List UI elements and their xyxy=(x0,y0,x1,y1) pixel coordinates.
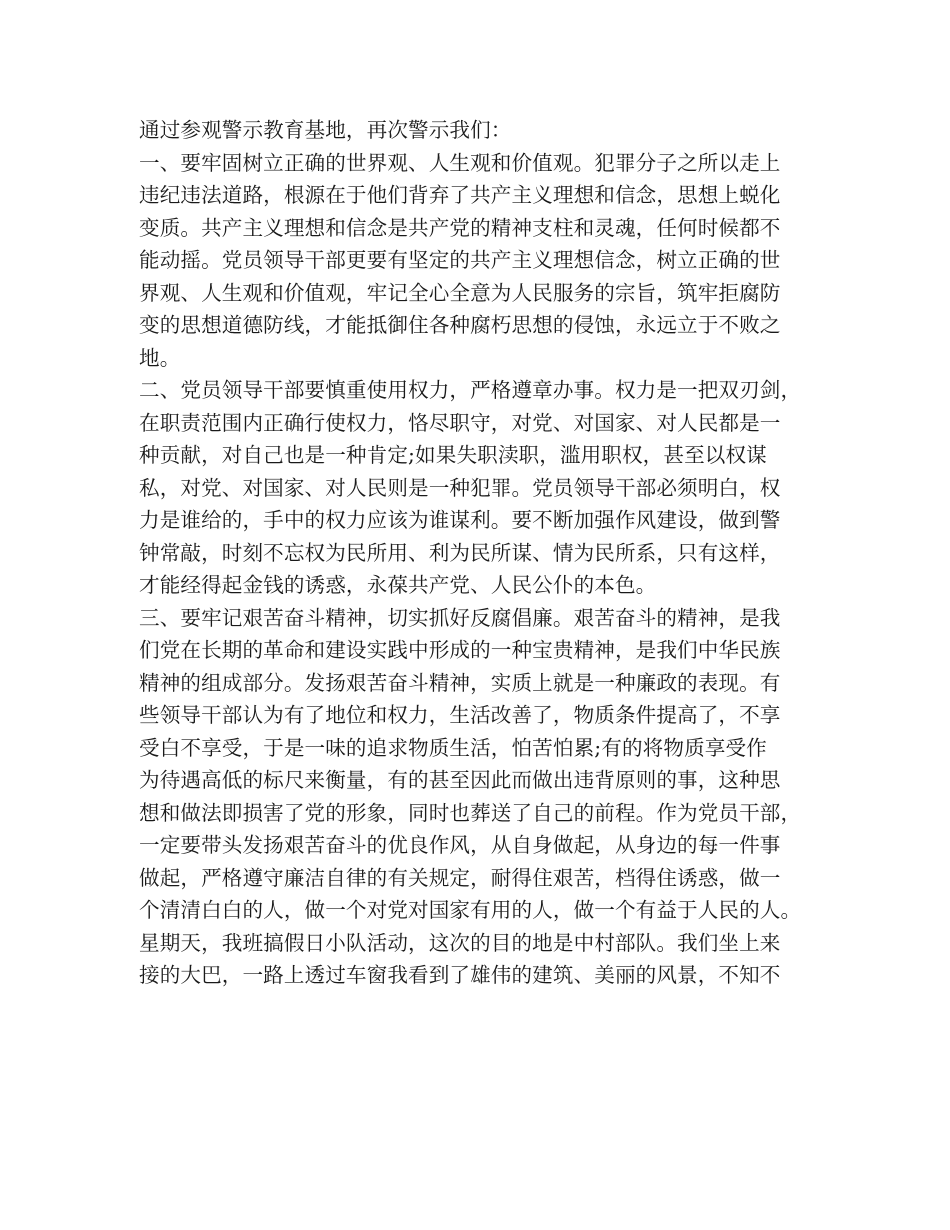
text-line: 精神的组成部分。发扬艰苦奋斗精神，实质上就是一种廉政的表现。有 xyxy=(139,670,781,695)
text-line: 们党在长期的革命和建设实践中形成的一种宝贵精神，是我们中华民族 xyxy=(139,638,781,662)
text-line: 个清清白白的人，做一个对党对国家有用的人，做一个有益于人民的人。 xyxy=(139,898,802,922)
text-line: 地。 xyxy=(139,345,181,370)
text-line: 能动摇。党员领导干部更要有坚定的共产主义理想信念，树立正确的世 xyxy=(139,248,781,272)
text-line: 变质。共产主义理想和信念是共产党的精神支柱和灵魂，任何时候都不 xyxy=(139,215,781,240)
text-line: 界观、人生观和价值观，牢记全心全意为人民服务的宗旨，筑牢拒腐防 xyxy=(139,280,781,305)
text-line: 想和做法即损害了党的形象，同时也葬送了自己的前程。作为党员干部， xyxy=(139,800,802,825)
text-line: 违纪违法道路，根源在于他们背弃了共产主义理想和信念，思想上蜕化 xyxy=(139,183,781,207)
text-line: 一、要牢固树立正确的世界观、人生观和价值观。犯罪分子之所以走上 xyxy=(139,150,781,175)
text-line: 为待遇高低的标尺来衡量，有的甚至因此而做出违背原则的事，这种思 xyxy=(139,768,781,792)
text-line: 私，对党、对国家、对人民则是一种犯罪。党员领导干部必须明白，权 xyxy=(139,475,781,500)
text-line: 在职责范围内正确行使权力，恪尽职守，对党、对国家、对人民都是一 xyxy=(139,410,781,435)
text-line: 三、要牢记艰苦奋斗精神，切实抓好反腐倡廉。艰苦奋斗的精神，是我 xyxy=(139,605,781,630)
text-line: 些领导干部认为有了地位和权力，生活改善了，物质条件提高了，不享 xyxy=(139,703,781,727)
text-line: 变的思想道德防线，才能抵御住各种腐朽思想的侵蚀，永远立于不败之 xyxy=(139,313,781,337)
text-line: 接的大巴，一路上透过车窗我看到了雄伟的建筑、美丽的风景，不知不 xyxy=(139,963,781,987)
text-line: 二、党员领导干部要慎重使用权力，严格遵章办事。权力是一把双刃剑， xyxy=(139,378,802,402)
text-line: 钟常敲，时刻不忘权为民所用、利为民所谋、情为民所系，只有这样， xyxy=(139,540,781,565)
body-text xyxy=(139,114,829,992)
text-line: 力是谁给的，手中的权力应该为谁谋利。要不断加强作风建设，做到警 xyxy=(139,508,781,532)
text-line: 通过参观警示教育基地，再次警示我们： xyxy=(139,118,512,142)
text-line: 星期天，我班搞假日小队活动，这次的目的地是中村部队。我们坐上来 xyxy=(139,930,781,955)
text-line: 种贡献，对自己也是一种肯定;如果失职渎职，滥用职权，甚至以权谋 xyxy=(139,443,767,467)
text-line: 一定要带头发扬艰苦奋斗的优良作风，从自身做起，从身边的每一件事 xyxy=(139,833,781,857)
text-line: 做起，严格遵守廉洁自律的有关规定，耐得住艰苦，档得住诱惑，做一 xyxy=(139,865,781,890)
text-line: 才能经得起金钱的诱惑，永葆共产党、人民公仆的本色。 xyxy=(139,573,657,597)
text-line: 受白不享受，于是一味的追求物质生活，怕苦怕累;有的将物质享受作 xyxy=(139,735,767,760)
